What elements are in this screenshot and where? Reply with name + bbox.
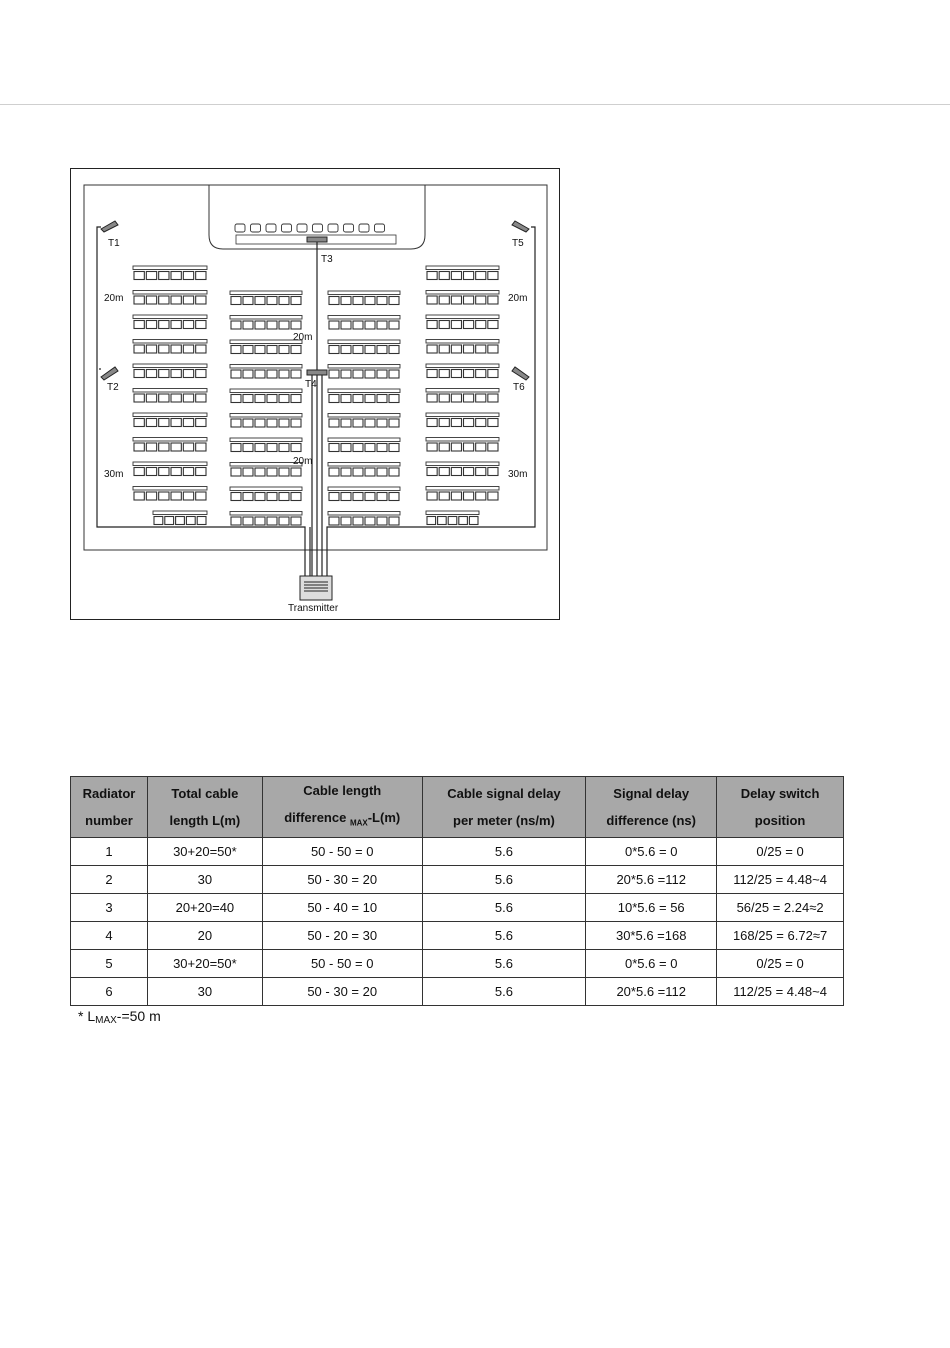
seat-row <box>153 511 207 525</box>
radiator-t1-icon <box>101 221 118 232</box>
seat-row <box>133 389 207 403</box>
footnote: * $L_{MAX}-=50$ m <box>78 1008 161 1026</box>
table-cell: 0*5.6 = 0 <box>586 949 717 977</box>
seat-row <box>328 512 400 526</box>
radiators <box>101 221 529 380</box>
radiator-t2-icon <box>101 367 118 380</box>
table-cell: 5.6 <box>422 837 586 865</box>
table-header-row <box>71 777 844 838</box>
table-cell: 112/25 = 4.48~4 <box>717 977 844 1005</box>
seat-row <box>426 315 499 329</box>
seat-row <box>328 487 400 501</box>
seat-row <box>426 291 499 305</box>
seat-row <box>328 414 400 428</box>
label-t3: T3 <box>321 254 333 265</box>
label-left-20m: 20m <box>104 293 124 304</box>
seat-row <box>328 438 400 452</box>
table-cell: 10*5.6 = 56 <box>586 893 717 921</box>
table-cell: 5.6 <box>422 921 586 949</box>
table-cell: 5 <box>71 949 148 977</box>
label-t1: T1 <box>108 238 120 249</box>
table-row <box>71 921 844 949</box>
delay-table <box>70 776 844 1006</box>
stage-seat <box>235 224 245 232</box>
seat-row <box>230 365 302 379</box>
label-transmitter: Transmitter <box>288 603 339 614</box>
stage-seat <box>359 224 369 232</box>
label-t4: T4 <box>305 379 317 390</box>
seat-row <box>133 266 207 280</box>
seat-row <box>426 413 499 427</box>
seat-row <box>230 291 302 305</box>
seat-rows <box>133 266 499 525</box>
table-cell: 2 <box>71 865 148 893</box>
seat-row <box>133 438 207 452</box>
label-left-30m: 30m <box>104 469 124 480</box>
table-row <box>71 893 844 921</box>
label-right-30m: 30m <box>508 469 528 480</box>
table-cell: 20 <box>147 921 262 949</box>
table-row <box>71 977 844 1005</box>
table-cell: 50 - 50 = 0 <box>262 949 422 977</box>
stage-seat <box>282 224 292 232</box>
label-t5: T5 <box>512 238 524 249</box>
label-center-lower-20m: 20m <box>293 456 313 467</box>
seat-row <box>328 291 400 305</box>
seat-row <box>230 512 302 526</box>
header-signal-delay-difference: Signal delay difference (ns) <box>586 777 717 838</box>
label-t6: T6 <box>513 382 525 393</box>
stage-seat <box>344 224 354 232</box>
stage-seat <box>266 224 276 232</box>
label-right-20m: 20m <box>508 293 528 304</box>
transmitter-icon <box>300 576 332 600</box>
table-cell: 0/25 = 0 <box>717 949 844 977</box>
seat-row <box>426 511 479 525</box>
seat-row <box>328 463 400 477</box>
seat-row <box>230 463 302 477</box>
table-cell: 30*5.6 =168 <box>586 921 717 949</box>
table-cell: 5.6 <box>422 977 586 1005</box>
seat-row <box>133 340 207 354</box>
header-delay-per-meter: Cable signal delay per meter (ns/m) <box>422 777 586 838</box>
radiator-t3-icon <box>307 237 327 242</box>
table-cell: 5.6 <box>422 893 586 921</box>
header-divider <box>0 104 950 105</box>
table-cell: 20*5.6 =112 <box>586 865 717 893</box>
seat-row <box>328 389 400 403</box>
seat-row <box>230 340 302 354</box>
table-row <box>71 949 844 977</box>
table-cell: 0/25 = 0 <box>717 837 844 865</box>
table-cell: 6 <box>71 977 148 1005</box>
stage-seat <box>297 224 307 232</box>
radiator-t5-icon <box>512 221 529 232</box>
table-cell: 168/25 = 6.72≈7 <box>717 921 844 949</box>
seat-row <box>230 389 302 403</box>
seat-row <box>426 364 499 378</box>
table-body <box>71 837 844 1005</box>
table-cell: 30+20=50* <box>147 837 262 865</box>
seat-row <box>133 315 207 329</box>
seat-row <box>328 340 400 354</box>
table-cell: 5.6 <box>422 865 586 893</box>
seat-row <box>133 291 207 305</box>
seat-row <box>133 462 207 476</box>
table-cell: 50 - 30 = 20 <box>262 865 422 893</box>
radiator-layout-figure <box>70 168 560 620</box>
table-cell: 112/25 = 4.48~4 <box>717 865 844 893</box>
stage-seat <box>375 224 385 232</box>
seat-row <box>426 462 499 476</box>
table-cell: 56/25 = 2.24≈2 <box>717 893 844 921</box>
header-radiator-number: Radiator number <box>71 777 148 838</box>
table-cell: 3 <box>71 893 148 921</box>
table-row <box>71 865 844 893</box>
stage-seat <box>313 224 323 232</box>
hall-layout-diagram <box>71 169 561 621</box>
header-delay-switch-position: Delay switch position <box>717 777 844 838</box>
radiator-t4-icon <box>307 370 327 375</box>
stage-seat <box>328 224 338 232</box>
label-center-upper-20m: 20m <box>293 332 313 343</box>
seat-row <box>133 364 207 378</box>
seat-row <box>426 389 499 403</box>
seat-row <box>230 487 302 501</box>
seat-row <box>133 413 207 427</box>
table-cell: 50 - 50 = 0 <box>262 837 422 865</box>
seat-row <box>426 340 499 354</box>
header-cable-length-difference: Cable length difference $_{MAX}$-L(m) <box>262 777 422 838</box>
seat-row <box>230 438 302 452</box>
table-cell: 4 <box>71 921 148 949</box>
radiator-t6-icon <box>512 367 529 380</box>
header-total-cable-length: Total cable length L(m) <box>147 777 262 838</box>
table-row <box>71 837 844 865</box>
table-cell: 50 - 30 = 20 <box>262 977 422 1005</box>
table-cell: 20+20=40 <box>147 893 262 921</box>
seat-row <box>328 316 400 330</box>
seat-row <box>328 365 400 379</box>
table-cell: 30+20=50* <box>147 949 262 977</box>
table-cell: 50 - 40 = 10 <box>262 893 422 921</box>
table-cell: 5.6 <box>422 949 586 977</box>
table-cell: 30 <box>147 977 262 1005</box>
stage-seat <box>251 224 261 232</box>
seat-row <box>133 487 207 501</box>
seat-row <box>230 316 302 330</box>
label-t2: T2 <box>107 382 119 393</box>
seat-row <box>426 487 499 501</box>
table-cell: 1 <box>71 837 148 865</box>
table-cell: 30 <box>147 865 262 893</box>
seat-row <box>426 266 499 280</box>
seat-row <box>230 414 302 428</box>
table-cell: 50 - 20 = 30 <box>262 921 422 949</box>
table-cell: 20*5.6 =112 <box>586 977 717 1005</box>
seat-row <box>426 438 499 452</box>
table-cell: 0*5.6 = 0 <box>586 837 717 865</box>
stage-seats <box>235 224 385 232</box>
